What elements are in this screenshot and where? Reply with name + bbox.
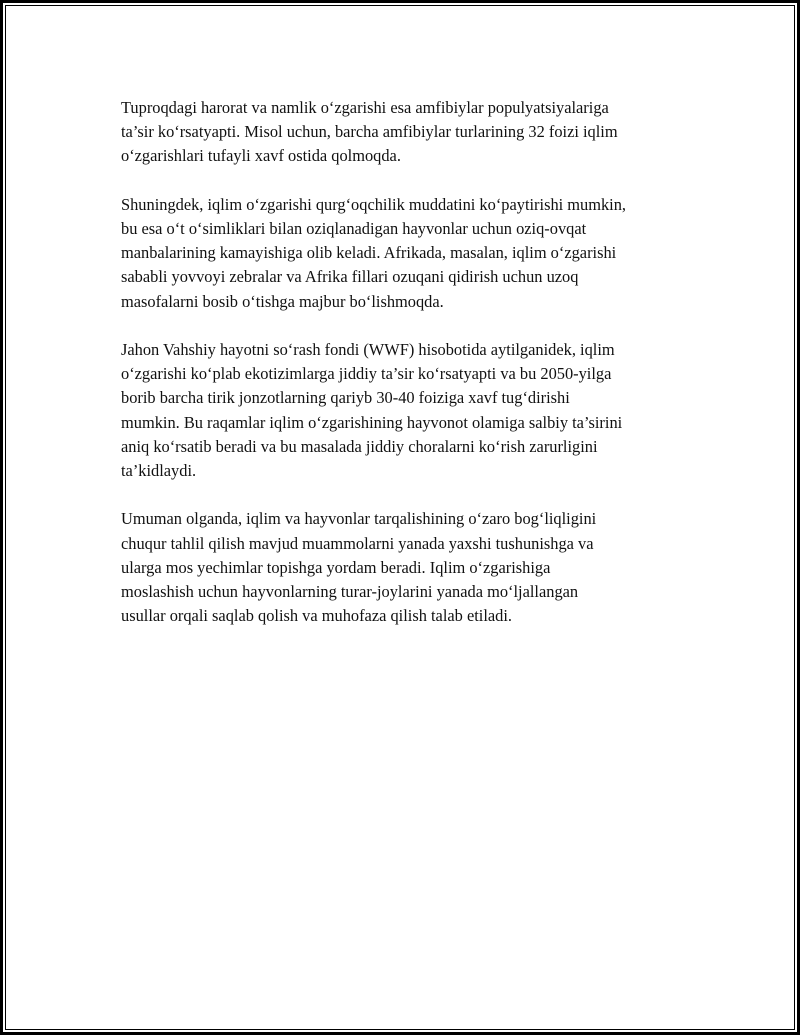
text-line: aniq ko‘rsatib beradi va bu masalada jiddiy choralarni ko‘rish zarurligini <box>121 436 598 456</box>
paragraph-drought <box>121 193 701 314</box>
text-line: Tuproqdagi harorat va namlik o‘zgarishi esa amfibiylar populyatsiyalariga <box>121 98 609 117</box>
text-line: manbalarining kamayishiga olib keladi. Afrikada, masalan, iqlim o‘zgarishi <box>121 243 617 263</box>
text-line: ularga mos yechimlar topishga yordam beradi. Iqlim o‘zgarishiga <box>121 557 551 577</box>
text-line: usullar orqali saqlab qolish va muhofaza qilish talab etiladi. <box>121 606 512 626</box>
text-line: Umuman olganda, iqlim va hayvonlar tarqalishining o‘zaro bog‘liqligini <box>121 509 597 529</box>
document-body <box>121 96 701 653</box>
text-line: Jahon Vahshiy hayotni so‘rash fondi (WWF) hisobotida aytilganidek, iqlim <box>121 340 615 359</box>
text-line: bu esa o‘t o‘simliklari bilan oziqlanadigan hayvonlar uchun oziq-ovqat <box>121 219 587 238</box>
paragraph-wwf-report <box>121 338 701 483</box>
text-line: sababli yovvoyi zebralar va Afrika fillari ozuqani qidirish uchun uzoq <box>121 267 579 287</box>
text-line: ta’sir ko‘rsatyapti. Misol uchun, barcha amfibiylar turlarining 32 foizi iqlim <box>121 122 618 142</box>
paragraph-conclusion <box>121 507 701 628</box>
text-line: borib barcha tirik jonzotlarning qariyb 30-40 foiziga xavf tug‘dirishi <box>121 388 570 408</box>
text-line: chuqur tahlil qilish mavjud muammolarni yanada yaxshi tushunishga va <box>121 533 594 553</box>
text-line: o‘zgarishlari tufayli xavf ostida qolmoqda. <box>121 146 401 166</box>
text-line: moslashish uchun hayvonlarning turar-joylarini yanada mo‘ljallangan <box>121 582 579 602</box>
text-line: masofalarni bosib o‘tishga majbur bo‘lishmoqda. <box>121 291 444 311</box>
text-line: mumkin. Bu raqamlar iqlim o‘zgarishining hayvonot olamiga salbiy ta’sirini <box>121 412 623 432</box>
text-line: o‘zgarishi ko‘plab ekotizimlarga jiddiy ta’sir ko‘rsatyapti va bu 2050-yilga <box>121 364 612 384</box>
paragraph-amphibians <box>121 96 701 169</box>
text-line: ta’kidlaydi. <box>121 461 197 481</box>
text-line: Shuningdek, iqlim o‘zgarishi qurg‘oqchilik muddatini ko‘paytirishi mumkin, <box>121 194 627 214</box>
